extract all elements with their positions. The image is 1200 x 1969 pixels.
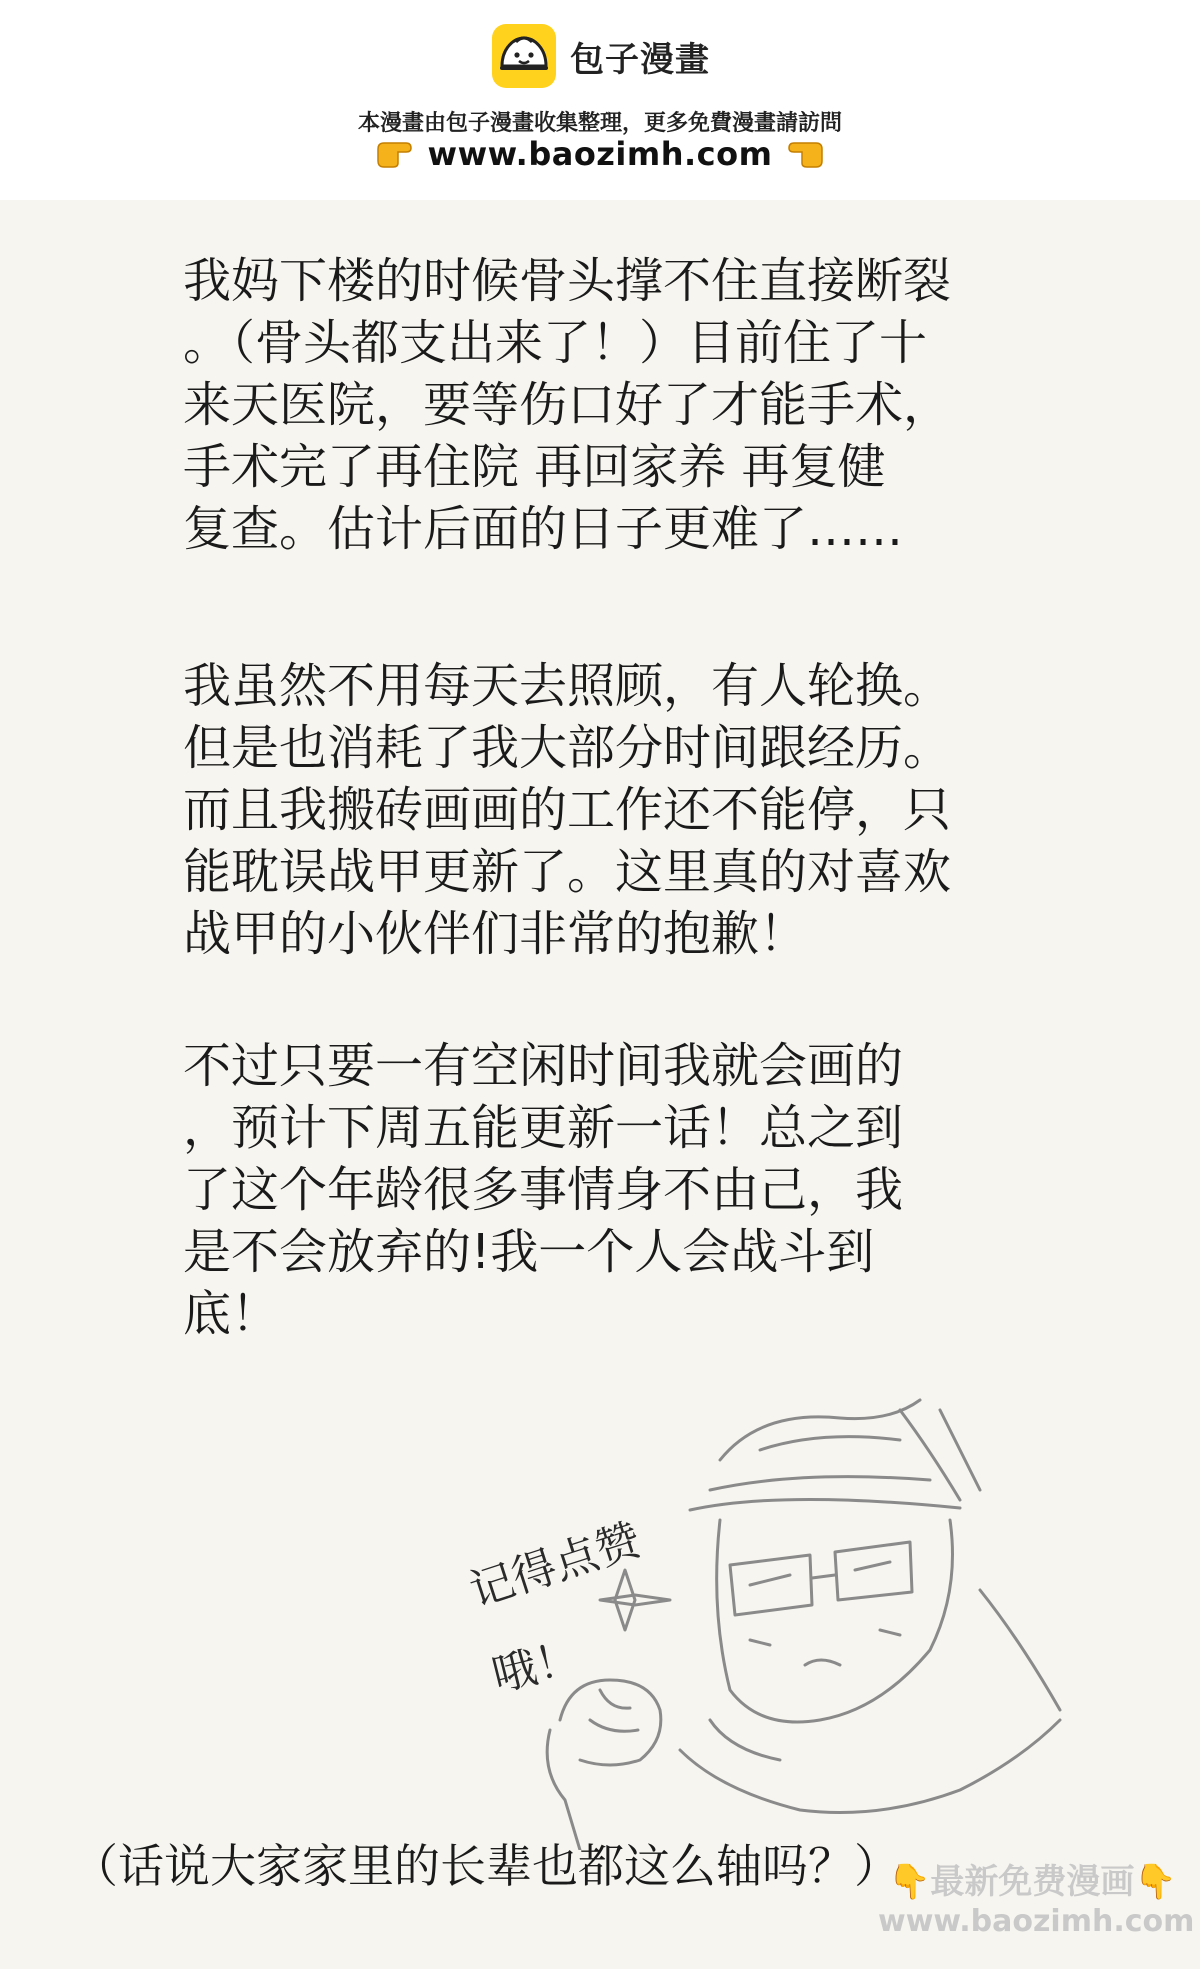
footer-question: （话说大家家里的长辈也都这么轴吗？） bbox=[72, 1839, 900, 1893]
text-line: 战甲的小伙伴们非常的抱歉！ bbox=[183, 906, 808, 962]
site-watermark bbox=[868, 1848, 1195, 1958]
watermark-line-1: 👇最新免费漫画👇 bbox=[888, 1862, 1177, 1902]
text-line: 。（骨头都支出来了！）目前住了十 bbox=[183, 315, 928, 371]
site-header bbox=[0, 0, 1200, 200]
text-line: 了这个年龄很多事情身不由己，我 bbox=[183, 1162, 904, 1218]
site-tagline: 本漫畫由包子漫畫收集整理，更多免費漫畫請訪問 bbox=[357, 111, 842, 136]
handwritten-note-line-2: 哦！ bbox=[487, 1631, 585, 1703]
pointing-hand-left-icon bbox=[786, 139, 826, 169]
logo-text: 包子漫畫 bbox=[570, 39, 710, 80]
handwritten-note-line-1: 记得点赞 bbox=[463, 1514, 647, 1618]
url-row[interactable] bbox=[0, 135, 1200, 173]
text-line: 能耽误战甲更新了。这里真的对喜欢 bbox=[183, 844, 952, 900]
text-line: 底！ bbox=[183, 1286, 280, 1342]
site-url-link[interactable]: www.baozimh.com bbox=[427, 135, 773, 173]
text-line: 不过只要一有空闲时间我就会画的 bbox=[183, 1038, 904, 1094]
bun-logo-icon bbox=[490, 22, 558, 90]
text-line: ，预计下周五能更新一话！总之到 bbox=[183, 1100, 904, 1156]
paragraph-2 bbox=[183, 655, 1083, 965]
paragraph-3 bbox=[183, 1035, 1083, 1345]
pointing-hand-right-icon bbox=[374, 139, 414, 169]
text-line: 我虽然不用每天去照顾，有人轮换。 bbox=[183, 658, 952, 714]
text-line: 来天医院，要等伤口好了才能手术， bbox=[183, 377, 952, 433]
text-line: 复查。估计后面的日子更难了…… bbox=[183, 501, 904, 557]
watermark-url: www.baozimh.com bbox=[878, 1904, 1195, 1939]
text-line: 手术完了再住院 再回家养 再复健 bbox=[183, 439, 886, 495]
text-line: 而且我搬砖画画的工作还不能停，只 bbox=[183, 782, 952, 838]
paragraph-1 bbox=[183, 250, 1083, 560]
logo[interactable] bbox=[0, 22, 1200, 90]
author-sketch-illustration bbox=[460, 1390, 1100, 1850]
text-line: 我妈下楼的时候骨头撑不住直接断裂 bbox=[183, 253, 952, 309]
text-line: 但是也消耗了我大部分时间跟经历。 bbox=[183, 720, 952, 776]
text-line: 是不会放弃的!我一个人会战斗到 bbox=[183, 1224, 875, 1280]
